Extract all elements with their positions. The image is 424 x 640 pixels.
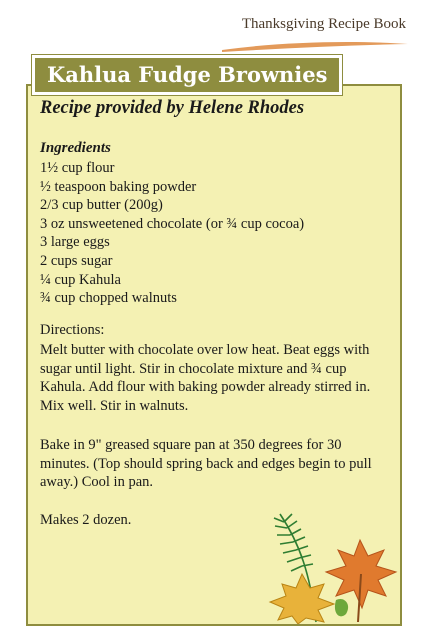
- list-item: 3 large eggs: [40, 234, 110, 251]
- directions-step-2: Bake in 9" greased square pan at 350 degrees for 30 minutes. (Top should spring back and edges begin to pull away.) Cool in pan.: [40, 437, 372, 491]
- recipe-title: Kahlua Fudge Brownies: [32, 55, 342, 95]
- recipe-card: [26, 84, 402, 626]
- list-item: 2 cups sugar: [40, 252, 113, 269]
- directions-heading: Directions:: [40, 322, 105, 338]
- list-item: 3 oz unsweetened chocolate (or ¾ cup cocoa): [40, 215, 305, 232]
- list-item: ¼ cup Kahula: [40, 271, 121, 288]
- header-book-title: Thanksgiving Recipe Book: [241, 16, 406, 32]
- list-item: ½ teaspoon baking powder: [40, 178, 197, 195]
- brush-swoosh-icon: [220, 36, 410, 54]
- list-item: 2/3 cup butter (200g): [40, 197, 163, 214]
- recipe-provider: Recipe provided by Helene Rhodes: [40, 98, 305, 118]
- directions-step-1: Melt butter with chocolate over low heat. Beat eggs with sugar until light. Stir in chocolate mixture and ¾ cup Kahula. Add flour with baking powder already stirred in. Mix well. Stir in walnuts.: [40, 342, 371, 414]
- recipe-yield: Makes 2 dozen.: [40, 512, 132, 528]
- ingredients-heading: Ingredients: [40, 140, 111, 156]
- list-item: 1½ cup flour: [40, 160, 115, 176]
- autumn-leaves-icon: [240, 504, 400, 624]
- ingredient-list: [40, 159, 304, 308]
- list-item: ¾ cup chopped walnuts: [40, 290, 177, 307]
